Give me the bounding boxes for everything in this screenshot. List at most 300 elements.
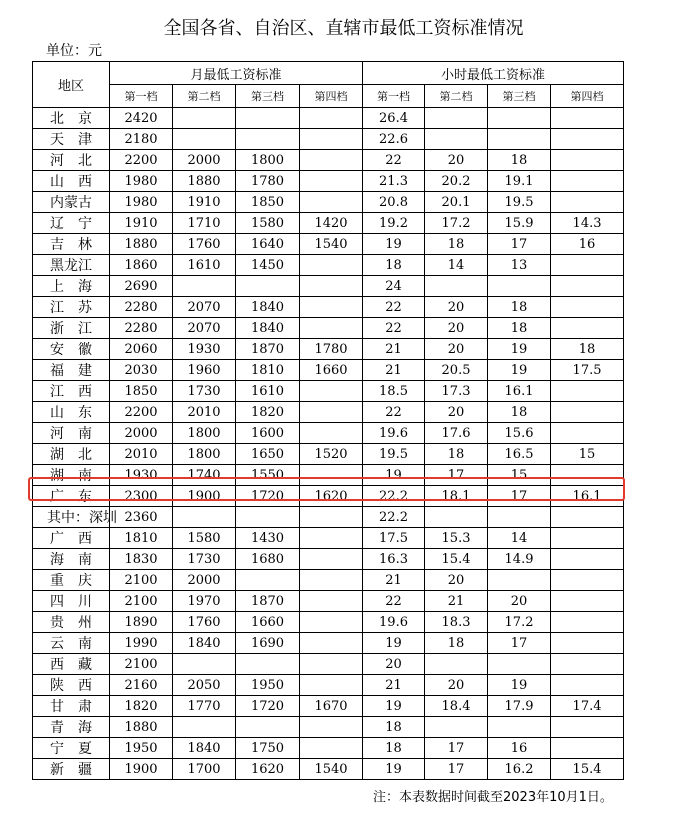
monthly-cell (300, 255, 363, 276)
header-row-group (33, 62, 624, 85)
region-cell: 江 苏 (33, 297, 110, 318)
monthly-cell: 1830 (110, 549, 173, 570)
hourly-cell: 19 (363, 759, 425, 780)
hourly-cell: 18 (425, 633, 488, 654)
region-cell: 广 东 (33, 486, 110, 507)
hourly-cell (488, 276, 551, 297)
hourly-cell: 18 (551, 339, 624, 360)
table-row (33, 759, 624, 780)
monthly-cell: 1960 (173, 360, 236, 381)
hourly-cell: 21.3 (363, 171, 425, 192)
table-row (33, 549, 624, 570)
hourly-cell: 19 (363, 465, 425, 486)
monthly-cell: 2200 (110, 402, 173, 423)
monthly-cell: 2000 (110, 423, 173, 444)
monthly-cell: 1730 (173, 549, 236, 570)
monthly-cell (300, 423, 363, 444)
unit-label: 单位：元 (46, 43, 102, 59)
monthly-cell (236, 507, 300, 528)
region-cell: 河 北 (33, 150, 110, 171)
hourly-cell (551, 549, 624, 570)
region-cell: 内蒙古 (33, 192, 110, 213)
monthly-cell (300, 129, 363, 150)
monthly-cell (236, 276, 300, 297)
monthly-cell: 1850 (236, 192, 300, 213)
monthly-cell (300, 570, 363, 591)
region-cell: 江 西 (33, 381, 110, 402)
hourly-cell: 21 (425, 591, 488, 612)
hourly-cell: 18 (488, 150, 551, 171)
monthly-cell: 1770 (173, 696, 236, 717)
monthly-cell: 1720 (236, 486, 300, 507)
hourly-cell: 26.4 (363, 108, 425, 129)
hourly-cell: 20 (488, 591, 551, 612)
hourly-cell (551, 507, 624, 528)
hourly-cell: 19 (363, 633, 425, 654)
monthly-cell: 1660 (300, 360, 363, 381)
monthly-cell: 2010 (110, 444, 173, 465)
hourly-cell (551, 108, 624, 129)
hourly-cell: 15.4 (425, 549, 488, 570)
monthly-cell: 1880 (110, 717, 173, 738)
monthly-cell (236, 654, 300, 675)
table-row (33, 255, 624, 276)
hourly-cell (488, 717, 551, 738)
monthly-cell (173, 108, 236, 129)
hourly-cell (551, 318, 624, 339)
monthly-cell: 1900 (110, 759, 173, 780)
monthly-cell: 2280 (110, 297, 173, 318)
hourly-cell (551, 192, 624, 213)
monthly-cell: 2050 (173, 675, 236, 696)
hourly-cell (551, 171, 624, 192)
monthly-cell: 1780 (236, 171, 300, 192)
hourly-cell: 16 (488, 738, 551, 759)
region-cell: 福 建 (33, 360, 110, 381)
hourly-cell (425, 507, 488, 528)
hourly-cell: 17.4 (551, 696, 624, 717)
hourly-cell (551, 150, 624, 171)
monthly-cell: 1600 (236, 423, 300, 444)
hourly-cell: 18 (363, 738, 425, 759)
monthly-cell (300, 549, 363, 570)
table-row (33, 528, 624, 549)
hourly-cell (425, 108, 488, 129)
hourly-cell (551, 633, 624, 654)
monthly-cell (300, 675, 363, 696)
hourly-cell: 20 (425, 402, 488, 423)
hourly-cell (551, 570, 624, 591)
monthly-cell (300, 381, 363, 402)
monthly-cell: 1680 (236, 549, 300, 570)
monthly-cell (300, 507, 363, 528)
table-row (33, 717, 624, 738)
monthly-cell (300, 276, 363, 297)
monthly-cell: 1950 (110, 738, 173, 759)
hourly-cell (551, 381, 624, 402)
region-cell: 湖 北 (33, 444, 110, 465)
region-cell: 其中：深圳 (33, 507, 110, 528)
monthly-cell: 2070 (173, 297, 236, 318)
hourly-cell: 22.6 (363, 129, 425, 150)
monthly-cell: 2000 (173, 150, 236, 171)
monthly-cell: 1750 (236, 738, 300, 759)
region-cell: 宁 夏 (33, 738, 110, 759)
monthly-cell: 1990 (110, 633, 173, 654)
table-row (33, 444, 624, 465)
table-row (33, 108, 624, 129)
monthly-cell: 2070 (173, 318, 236, 339)
region-cell: 重 庆 (33, 570, 110, 591)
monthly-tier-4: 第四档 (300, 85, 363, 108)
monthly-cell: 1930 (173, 339, 236, 360)
monthly-cell (300, 108, 363, 129)
region-cell: 上 海 (33, 276, 110, 297)
hourly-cell: 17 (425, 465, 488, 486)
hourly-tier-4: 第四档 (551, 85, 624, 108)
table-row (33, 738, 624, 759)
monthly-cell: 1950 (236, 675, 300, 696)
hourly-cell: 15 (488, 465, 551, 486)
hourly-cell: 19 (363, 696, 425, 717)
monthly-cell (173, 507, 236, 528)
table-row (33, 423, 624, 444)
table-row (33, 276, 624, 297)
table-row (33, 192, 624, 213)
region-cell: 河 南 (33, 423, 110, 444)
hourly-cell: 19 (363, 234, 425, 255)
monthly-cell (300, 192, 363, 213)
table-row (33, 171, 624, 192)
monthly-cell: 1880 (110, 234, 173, 255)
monthly-cell: 1910 (110, 213, 173, 234)
monthly-cell (236, 108, 300, 129)
monthly-cell (300, 717, 363, 738)
hourly-cell: 17 (425, 738, 488, 759)
region-cell: 北 京 (33, 108, 110, 129)
monthly-cell (300, 297, 363, 318)
hourly-cell (488, 570, 551, 591)
monthly-cell: 1910 (173, 192, 236, 213)
region-cell: 贵 州 (33, 612, 110, 633)
monthly-cell (300, 528, 363, 549)
monthly-tier-3: 第三档 (236, 85, 300, 108)
monthly-cell: 1980 (110, 171, 173, 192)
monthly-cell: 2180 (110, 129, 173, 150)
page-title: 全国各省、自治区、直辖市最低工资标准情况 (163, 18, 524, 39)
hourly-cell: 22 (363, 318, 425, 339)
hourly-cell (551, 402, 624, 423)
hourly-cell: 17 (425, 759, 488, 780)
hourly-cell: 20 (425, 339, 488, 360)
monthly-cell: 1520 (300, 444, 363, 465)
hourly-cell: 17 (488, 234, 551, 255)
highlight-box-guangdong (28, 477, 625, 501)
hourly-cell: 17 (488, 486, 551, 507)
table-row (33, 381, 624, 402)
header-row-tiers (33, 85, 624, 108)
monthly-cell: 1840 (173, 633, 236, 654)
hourly-cell: 15.6 (488, 423, 551, 444)
hourly-cell: 18 (363, 717, 425, 738)
hourly-cell: 19.2 (363, 213, 425, 234)
hourly-cell: 14.9 (488, 549, 551, 570)
hourly-cell: 24 (363, 276, 425, 297)
hourly-cell (551, 717, 624, 738)
hourly-cell: 17.9 (488, 696, 551, 717)
region-cell: 四 川 (33, 591, 110, 612)
table-row (33, 297, 624, 318)
hourly-cell: 16.5 (488, 444, 551, 465)
hourly-cell: 19 (488, 360, 551, 381)
monthly-cell: 1810 (236, 360, 300, 381)
hourly-cell: 16.3 (363, 549, 425, 570)
region-cell: 青 海 (33, 717, 110, 738)
hourly-cell: 19.6 (363, 423, 425, 444)
monthly-cell: 2160 (110, 675, 173, 696)
hourly-cell: 21 (363, 360, 425, 381)
monthly-cell: 1820 (110, 696, 173, 717)
monthly-cell: 1740 (173, 465, 236, 486)
hourly-cell: 14.3 (551, 213, 624, 234)
region-cell: 吉 林 (33, 234, 110, 255)
hourly-cell: 15.9 (488, 213, 551, 234)
monthly-cell: 1640 (236, 234, 300, 255)
table-row (33, 507, 624, 528)
monthly-cell: 1810 (110, 528, 173, 549)
monthly-cell: 1610 (173, 255, 236, 276)
table-row (33, 612, 624, 633)
table-row (33, 150, 624, 171)
monthly-cell: 2300 (110, 486, 173, 507)
table-row (33, 675, 624, 696)
monthly-cell (300, 654, 363, 675)
hourly-cell: 17 (488, 633, 551, 654)
region-cell: 云 南 (33, 633, 110, 654)
monthly-cell: 2100 (110, 654, 173, 675)
hourly-tier-3: 第三档 (488, 85, 551, 108)
hourly-cell (488, 108, 551, 129)
hourly-cell: 17.6 (425, 423, 488, 444)
hourly-cell: 22 (363, 150, 425, 171)
region-cell: 山 西 (33, 171, 110, 192)
monthly-cell (300, 402, 363, 423)
hourly-cell: 14 (488, 528, 551, 549)
monthly-cell: 2690 (110, 276, 173, 297)
hourly-cell: 17.2 (488, 612, 551, 633)
monthly-cell (300, 318, 363, 339)
hourly-cell: 21 (363, 339, 425, 360)
region-cell: 西 藏 (33, 654, 110, 675)
monthly-cell: 1840 (236, 318, 300, 339)
region-cell: 山 东 (33, 402, 110, 423)
monthly-tier-2: 第二档 (173, 85, 236, 108)
monthly-cell: 1850 (110, 381, 173, 402)
monthly-cell: 1420 (300, 213, 363, 234)
hourly-cell: 17.2 (425, 213, 488, 234)
region-cell: 湖 南 (33, 465, 110, 486)
table-row (33, 570, 624, 591)
monthly-cell: 1620 (300, 486, 363, 507)
monthly-cell: 1670 (300, 696, 363, 717)
hourly-cell: 18.1 (425, 486, 488, 507)
monthly-cell: 2280 (110, 318, 173, 339)
hourly-cell (488, 507, 551, 528)
hourly-cell: 19.6 (363, 612, 425, 633)
monthly-cell: 1540 (300, 759, 363, 780)
region-cell: 甘 肃 (33, 696, 110, 717)
hourly-cell: 18.5 (363, 381, 425, 402)
hourly-cell: 14 (425, 255, 488, 276)
monthly-cell: 2000 (173, 570, 236, 591)
monthly-cell: 2100 (110, 570, 173, 591)
hourly-cell (551, 591, 624, 612)
hourly-cell (551, 297, 624, 318)
monthly-cell: 2100 (110, 591, 173, 612)
hourly-cell: 22.2 (363, 486, 425, 507)
hourly-cell: 22 (363, 402, 425, 423)
hourly-cell: 16.1 (488, 381, 551, 402)
monthly-cell: 1760 (173, 612, 236, 633)
monthly-cell (236, 129, 300, 150)
hourly-header: 小时最低工资标准 (363, 62, 624, 85)
hourly-cell: 17.5 (363, 528, 425, 549)
monthly-cell: 1840 (236, 297, 300, 318)
hourly-cell: 20 (425, 570, 488, 591)
hourly-cell (488, 129, 551, 150)
table-row (33, 129, 624, 150)
monthly-cell: 1890 (110, 612, 173, 633)
monthly-cell (300, 591, 363, 612)
monthly-cell (173, 717, 236, 738)
region-cell: 广 西 (33, 528, 110, 549)
monthly-cell: 2010 (173, 402, 236, 423)
monthly-tier-1: 第一档 (110, 85, 173, 108)
hourly-cell: 20 (363, 654, 425, 675)
hourly-cell: 18 (488, 318, 551, 339)
hourly-cell: 15.4 (551, 759, 624, 780)
hourly-cell: 13 (488, 255, 551, 276)
hourly-cell (551, 738, 624, 759)
monthly-cell: 1800 (173, 423, 236, 444)
hourly-cell: 18 (425, 444, 488, 465)
hourly-cell: 20.5 (425, 360, 488, 381)
hourly-cell: 18 (488, 297, 551, 318)
hourly-cell: 22 (363, 591, 425, 612)
table-row (33, 654, 624, 675)
region-cell: 新 疆 (33, 759, 110, 780)
table-row (33, 213, 624, 234)
monthly-cell (300, 633, 363, 654)
region-cell: 陕 西 (33, 675, 110, 696)
monthly-cell: 1550 (236, 465, 300, 486)
hourly-cell: 20 (425, 150, 488, 171)
monthly-cell: 1430 (236, 528, 300, 549)
region-cell: 黑龙江 (33, 255, 110, 276)
hourly-cell: 18.3 (425, 612, 488, 633)
monthly-cell (236, 570, 300, 591)
hourly-cell: 21 (363, 675, 425, 696)
hourly-cell: 16.1 (551, 486, 624, 507)
monthly-cell: 1580 (236, 213, 300, 234)
monthly-cell (173, 276, 236, 297)
hourly-cell: 22.2 (363, 507, 425, 528)
monthly-cell: 1540 (300, 234, 363, 255)
monthly-cell: 1730 (173, 381, 236, 402)
table-body (33, 108, 624, 780)
table-row (33, 234, 624, 255)
hourly-cell (488, 654, 551, 675)
footnote: 注：本表数据时间截至2023年10月1日。 (373, 790, 613, 805)
monthly-cell: 1780 (300, 339, 363, 360)
monthly-cell: 1870 (236, 339, 300, 360)
monthly-cell: 1880 (173, 171, 236, 192)
monthly-cell: 1450 (236, 255, 300, 276)
region-cell: 浙 江 (33, 318, 110, 339)
hourly-cell (425, 654, 488, 675)
hourly-cell: 15 (551, 444, 624, 465)
monthly-cell: 1760 (173, 234, 236, 255)
hourly-cell: 19.5 (488, 192, 551, 213)
hourly-cell: 18 (363, 255, 425, 276)
hourly-cell: 19 (488, 339, 551, 360)
region-cell: 海 南 (33, 549, 110, 570)
monthly-cell (300, 612, 363, 633)
table-row (33, 402, 624, 423)
monthly-cell: 2030 (110, 360, 173, 381)
hourly-cell (551, 675, 624, 696)
hourly-cell (551, 654, 624, 675)
monthly-cell: 2200 (110, 150, 173, 171)
hourly-cell: 20 (425, 675, 488, 696)
hourly-cell (425, 276, 488, 297)
table-row (33, 591, 624, 612)
hourly-cell (551, 423, 624, 444)
hourly-cell: 18 (488, 402, 551, 423)
monthly-cell: 2060 (110, 339, 173, 360)
hourly-cell: 22 (363, 297, 425, 318)
monthly-cell (173, 129, 236, 150)
hourly-cell: 20.1 (425, 192, 488, 213)
monthly-cell: 1580 (173, 528, 236, 549)
monthly-cell: 1820 (236, 402, 300, 423)
hourly-cell: 18.4 (425, 696, 488, 717)
region-cell: 天 津 (33, 129, 110, 150)
monthly-cell: 1610 (236, 381, 300, 402)
hourly-tier-2: 第二档 (425, 85, 488, 108)
hourly-cell: 15.3 (425, 528, 488, 549)
monthly-header: 月最低工资标准 (110, 62, 363, 85)
region-cell: 安 徽 (33, 339, 110, 360)
monthly-cell: 1840 (173, 738, 236, 759)
monthly-cell: 1620 (236, 759, 300, 780)
hourly-cell (551, 255, 624, 276)
hourly-cell: 18 (425, 234, 488, 255)
hourly-cell: 19.5 (363, 444, 425, 465)
hourly-cell: 19 (488, 675, 551, 696)
hourly-cell: 20.8 (363, 192, 425, 213)
region-cell: 辽 宁 (33, 213, 110, 234)
hourly-cell: 16 (551, 234, 624, 255)
monthly-cell: 2420 (110, 108, 173, 129)
min-wage-table (32, 61, 624, 780)
monthly-cell: 1980 (110, 192, 173, 213)
table-row (33, 360, 624, 381)
monthly-cell: 1870 (236, 591, 300, 612)
hourly-cell (425, 129, 488, 150)
monthly-cell: 1650 (236, 444, 300, 465)
table-row (33, 318, 624, 339)
